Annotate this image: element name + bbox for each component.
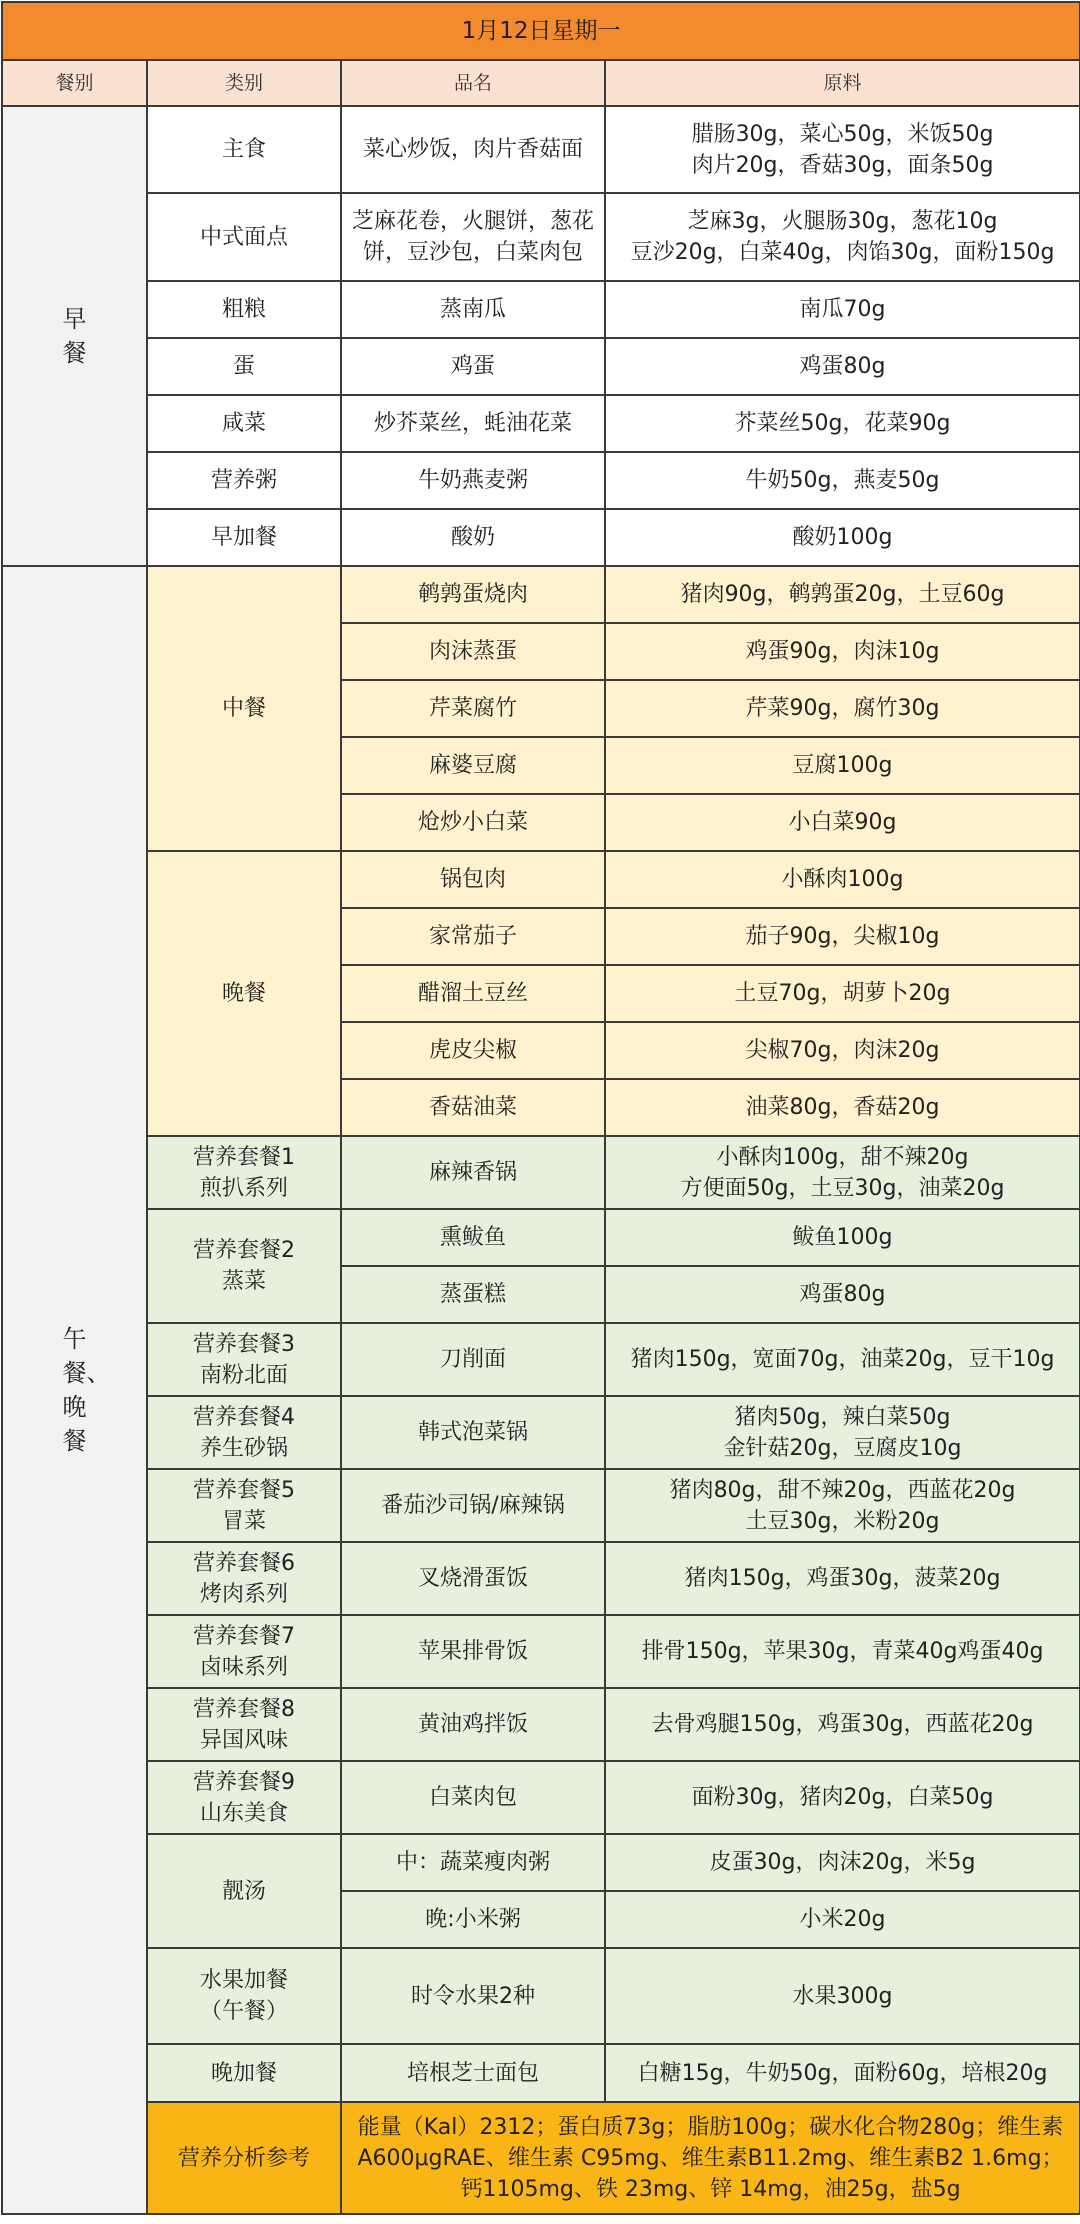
ingredients-cell: 鸡蛋80g — [605, 338, 1080, 395]
table-row — [2, 2044, 1080, 2102]
lunch-label: 中餐 — [147, 566, 341, 851]
dish-name: 鸡蛋 — [341, 338, 605, 395]
package-category: 营养套餐2 蒸菜 — [147, 1209, 341, 1323]
dish-name: 蒸南瓜 — [341, 281, 605, 338]
dish-name: 牛奶燕麦粥 — [341, 452, 605, 509]
breakfast-label: 早餐 — [62, 305, 87, 367]
dish-name: 醋溜土豆丝 — [341, 965, 605, 1022]
night-snack-category: 晚加餐 — [147, 2044, 341, 2102]
fruit-category: 水果加餐 （午餐） — [147, 1948, 341, 2044]
table-row — [2, 106, 1080, 193]
dish-name: 麻婆豆腐 — [341, 737, 605, 794]
dish-name: 刀削面 — [341, 1323, 605, 1396]
ingredients-cell: 猪肉90g，鹌鹑蛋20g，土豆60g — [605, 566, 1080, 623]
category-cell: 咸菜 — [147, 395, 341, 452]
ingredients-cell: 排骨150g，苹果30g，青菜40g鸡蛋40g — [605, 1615, 1080, 1688]
dish-name: 芝麻花卷，火腿饼，葱花饼，豆沙包，白菜肉包 — [341, 193, 605, 281]
menu-title: 1月12日星期一 — [2, 2, 1080, 60]
ingredients-cell — [605, 106, 1080, 193]
ingredients-cell — [605, 193, 1080, 281]
ingredients-cell: 牛奶50g，燕麦50g — [605, 452, 1080, 509]
package-category: 营养套餐7 卤味系列 — [147, 1615, 341, 1688]
category-cell: 早加餐 — [147, 509, 341, 566]
table-row — [2, 395, 1080, 452]
main-meal-label: 午餐、晚餐 — [62, 1325, 111, 1455]
dinner-label: 晚餐 — [147, 851, 341, 1136]
package-category: 营养套餐9 山东美食 — [147, 1761, 341, 1834]
ingredients-cell: 鸡蛋90g，肉沫10g — [605, 623, 1080, 680]
table-row — [2, 1396, 1080, 1469]
header-meal: 餐别 — [2, 60, 147, 106]
dish-name: 虎皮尖椒 — [341, 1022, 605, 1079]
ingredients-cell: 茄子90g，尖椒10g — [605, 908, 1080, 965]
dish-name: 培根芝士面包 — [341, 2044, 605, 2102]
ingredients-cell: 小酥肉100g，甜不辣20g 方便面50g，土豆30g，油菜20g — [605, 1136, 1080, 1209]
table-row — [2, 1136, 1080, 1209]
package-category: 营养套餐1 煎扒系列 — [147, 1136, 341, 1209]
soup-label: 靓汤 — [147, 1834, 341, 1948]
dish-name: 蒸蛋糕 — [341, 1266, 605, 1323]
dish-name: 韩式泡菜锅 — [341, 1396, 605, 1469]
dish-name: 香菇油菜 — [341, 1079, 605, 1136]
category-cell: 粗粮 — [147, 281, 341, 338]
ingredients-cell: 皮蛋30g，肉沫20g，米5g — [605, 1834, 1080, 1891]
ingredients-line: 腊肠30g，菜心50g，米饭50g — [691, 121, 994, 147]
breakfast-label-cell — [2, 106, 147, 566]
table-row — [2, 1761, 1080, 1834]
ingredients-cell: 尖椒70g，肉沫20g — [605, 1022, 1080, 1079]
package-category: 营养套餐8 异国风味 — [147, 1688, 341, 1761]
package-category: 营养套餐3 南粉北面 — [147, 1323, 341, 1396]
dish-name: 芹菜腐竹 — [341, 680, 605, 737]
table-row — [2, 566, 1080, 623]
ingredients-cell: 鲅鱼100g — [605, 1209, 1080, 1266]
table-row — [2, 1834, 1080, 1891]
dish-name: 白菜肉包 — [341, 1761, 605, 1834]
dish-name: 晚:小米粥 — [341, 1891, 605, 1948]
dish-name: 菜心炒饭，肉片香菇面 — [341, 106, 605, 193]
dish-name: 酸奶 — [341, 509, 605, 566]
dish-name: 鹌鹑蛋烧肉 — [341, 566, 605, 623]
ingredients-cell: 豆腐100g — [605, 737, 1080, 794]
ingredients-cell: 小酥肉100g — [605, 851, 1080, 908]
category-cell: 营养粥 — [147, 452, 341, 509]
dish-name: 炝炒小白菜 — [341, 794, 605, 851]
title-row — [2, 2, 1080, 60]
ingredients-cell: 面粉30g，猪肉20g，白菜50g — [605, 1761, 1080, 1834]
ingredients-cell: 芥菜丝50g，花菜90g — [605, 395, 1080, 452]
table-row — [2, 452, 1080, 509]
package-category: 营养套餐4 养生砂锅 — [147, 1396, 341, 1469]
ingredients-line: 肉片20g，香菇30g，面条50g — [691, 152, 994, 178]
table-row — [2, 1542, 1080, 1615]
category-cell: 蛋 — [147, 338, 341, 395]
table-row — [2, 1209, 1080, 1266]
dish-name: 中：蔬菜瘦肉粥 — [341, 1834, 605, 1891]
menu-table — [1, 1, 1080, 2215]
ingredients-cell: 小米20g — [605, 1891, 1080, 1948]
header-category: 类别 — [147, 60, 341, 106]
ingredients-cell: 猪肉150g，宽面70g，油菜20g，豆干10g — [605, 1323, 1080, 1396]
ingredients-cell: 去骨鸡腿150g，鸡蛋30g，西蓝花20g — [605, 1688, 1080, 1761]
ingredients-cell: 油菜80g，香菇20g — [605, 1079, 1080, 1136]
ingredients-cell: 芹菜90g，腐竹30g — [605, 680, 1080, 737]
nutrition-label: 营养分析参考 — [147, 2102, 341, 2214]
table-row — [2, 338, 1080, 395]
ingredients-cell: 猪肉150g，鸡蛋30g，菠菜20g — [605, 1542, 1080, 1615]
header-ingredients: 原料 — [605, 60, 1080, 106]
table-row — [2, 1948, 1080, 2044]
dish-name: 锅包肉 — [341, 851, 605, 908]
ingredients-cell: 猪肉80g，甜不辣20g，西蓝花20g 土豆30g，米粉20g — [605, 1469, 1080, 1542]
package-category: 营养套餐5 冒菜 — [147, 1469, 341, 1542]
header-name: 品名 — [341, 60, 605, 106]
table-row — [2, 851, 1080, 908]
dish-name: 叉烧滑蛋饭 — [341, 1542, 605, 1615]
main-meal-label-cell — [2, 566, 147, 2214]
table-row — [2, 1615, 1080, 1688]
category-cell: 中式面点 — [147, 193, 341, 281]
header-row — [2, 60, 1080, 106]
table-row — [2, 281, 1080, 338]
nutrition-text: 能量（Kal）2312；蛋白质73g；脂肪100g；碳水化合物280g；维生素A600μgRAE、维生素 C95mg、维生素B11.2mg、维生素B2 1.6mg；钙1105mg、铁 23mg、锌 14mg，油25g，盐5g — [341, 2102, 1080, 2214]
nutrition-row — [2, 2102, 1080, 2214]
table-row — [2, 1688, 1080, 1761]
dish-name: 苹果排骨饭 — [341, 1615, 605, 1688]
ingredients-line: 豆沙20g，白菜40g，肉馅30g，面粉150g — [630, 240, 1055, 265]
dish-name: 肉沫蒸蛋 — [341, 623, 605, 680]
dish-name: 番茄沙司锅/麻辣锅 — [341, 1469, 605, 1542]
package-category: 营养套餐6 烤肉系列 — [147, 1542, 341, 1615]
table-row — [2, 1469, 1080, 1542]
ingredients-cell: 南瓜70g — [605, 281, 1080, 338]
dish-name: 家常茄子 — [341, 908, 605, 965]
ingredients-cell: 鸡蛋80g — [605, 1266, 1080, 1323]
dish-name: 炒芥菜丝，蚝油花菜 — [341, 395, 605, 452]
table-row — [2, 1323, 1080, 1396]
dish-name: 黄油鸡拌饭 — [341, 1688, 605, 1761]
ingredients-cell: 白糖15g，牛奶50g，面粉60g，培根20g — [605, 2044, 1080, 2102]
ingredients-cell: 猪肉50g，辣白菜50g 金针菇20g，豆腐皮10g — [605, 1396, 1080, 1469]
dish-name: 熏鲅鱼 — [341, 1209, 605, 1266]
category-cell: 主食 — [147, 106, 341, 193]
ingredients-cell: 小白菜90g — [605, 794, 1080, 851]
table-row — [2, 193, 1080, 281]
dish-name: 时令水果2种 — [341, 1948, 605, 2044]
table-row — [2, 509, 1080, 566]
ingredients-line: 芝麻3g，火腿肠30g，葱花10g — [687, 209, 998, 234]
ingredients-cell: 水果300g — [605, 1948, 1080, 2044]
ingredients-cell: 酸奶100g — [605, 509, 1080, 566]
ingredients-cell: 土豆70g，胡萝卜20g — [605, 965, 1080, 1022]
dish-name: 麻辣香锅 — [341, 1136, 605, 1209]
